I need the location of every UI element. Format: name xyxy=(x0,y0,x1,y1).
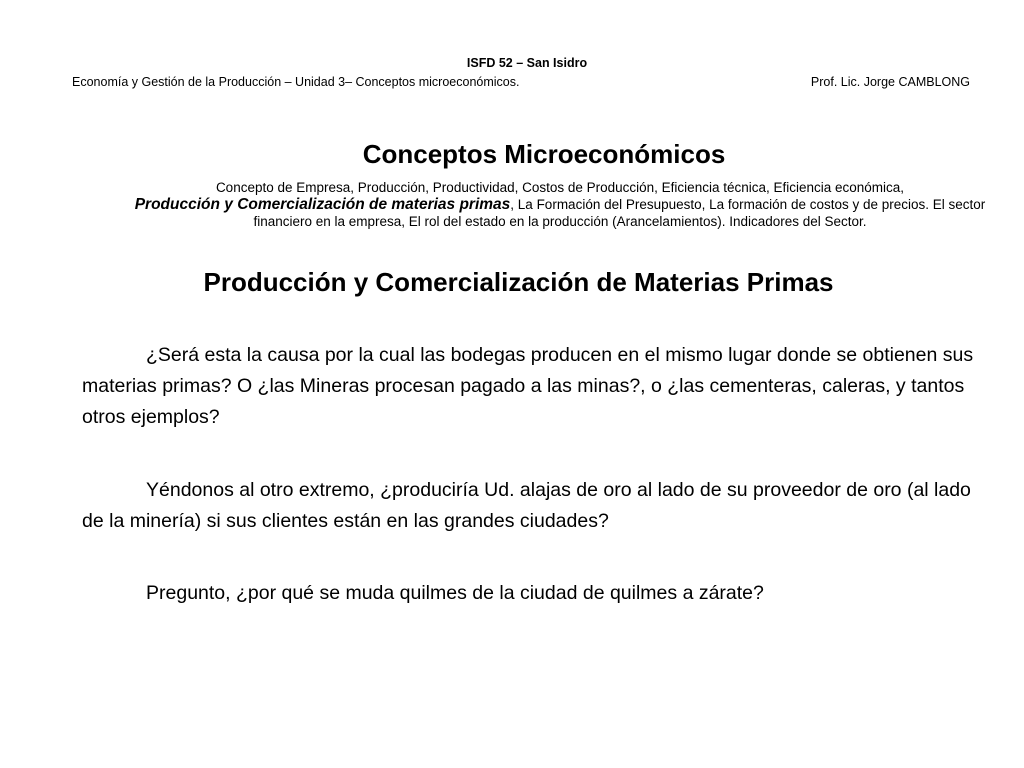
paragraph-text: Yéndonos al otro extremo, ¿produciría Ud. alajas de oro al lado de su proveedor de oro (al lado de la minería) si sus clientes están en las grandes ciudades? xyxy=(82,479,971,532)
header-institution: ISFD 52 – San Isidro xyxy=(466,56,588,70)
paragraph xyxy=(82,340,982,433)
slide-title: Conceptos Microeconómicos xyxy=(362,139,726,169)
header-course: Economía y Gestión de la Producción – Unidad 3– Conceptos microeconómicos. xyxy=(72,75,520,89)
section-title: Producción y Comercialización de Materias Primas xyxy=(203,267,834,297)
header-professor: Prof. Lic. Jorge CAMBLONG xyxy=(810,75,970,89)
topics-list xyxy=(122,179,998,230)
topics-part-2: , La Formación del Presupuesto, La formación de costos y de precios. El sector financiero en la empresa, El rol del estado en la producción (Arancelamientos). Indicadores del Sector. xyxy=(253,197,986,229)
topics-part-1: Concepto de Empresa, Producción, Productividad, Costos de Producción, Eficiencia técnica, Eficiencia económica, xyxy=(215,180,905,195)
paragraph-text: ¿Será esta la causa por la cual las bodegas producen en el mismo lugar donde se obtienen sus materias primas? O ¿las Mineras procesan pagado a las minas?, o ¿las cementeras, caleras, y tantos otros ejemplos? xyxy=(82,344,974,428)
paragraph xyxy=(82,578,982,609)
paragraph xyxy=(82,475,982,537)
paragraph-text: Pregunto, ¿por qué se muda quilmes de la ciudad de quilmes a zárate? xyxy=(146,582,764,604)
topics-highlight: Producción y Comercialización de materias primas xyxy=(134,196,511,213)
